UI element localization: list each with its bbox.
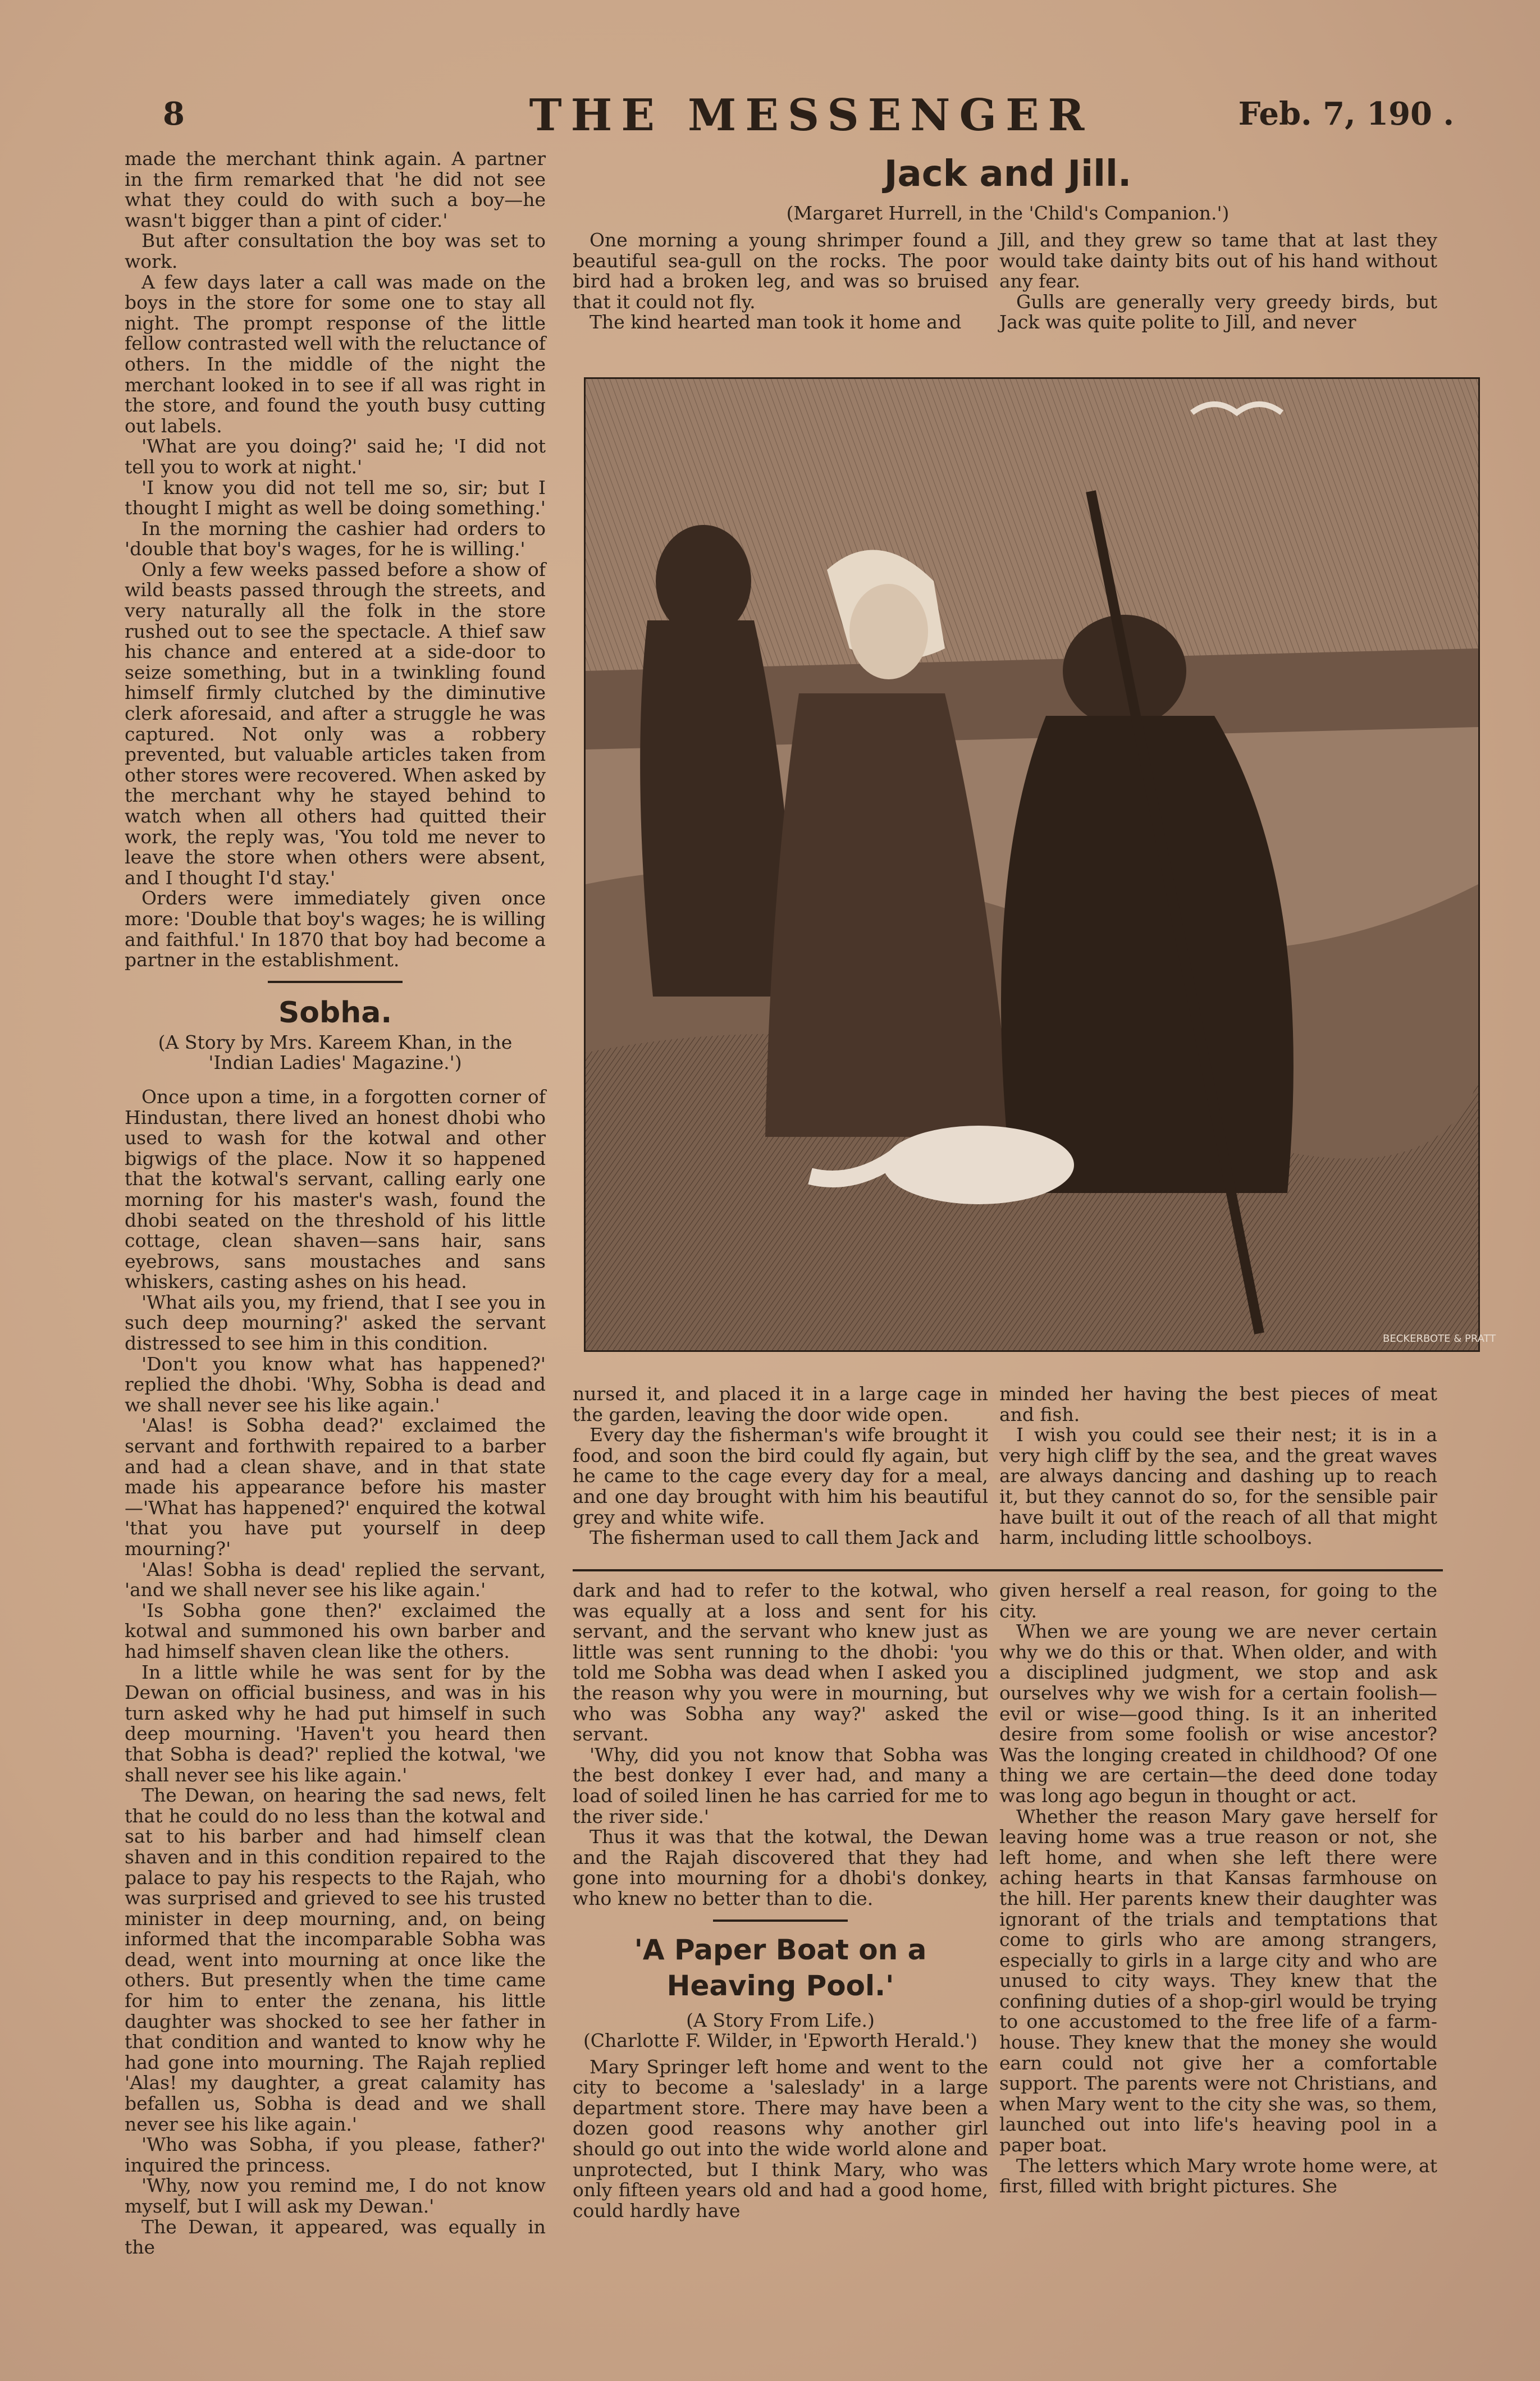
paper-boat-paragraph: given herself a real reason, for going to the city. xyxy=(999,1579,1437,1622)
page-header xyxy=(157,90,1465,152)
sobha-paragraph: 'What ails you, my friend, that I see you in such deep mourning?' asked the servant distressed to see him in this condition. xyxy=(125,1291,546,1355)
sobha-paragraph: 'Why, now you remind me, I do not know myself, but I will ask my Dewan.' xyxy=(125,2174,546,2217)
engraver-signature: BECKERBOTE & PRATT xyxy=(1383,1333,1496,1345)
sobha-title: Sobha. xyxy=(278,995,392,1030)
jack-and-jill-byline: (Margaret Hurrell, in the 'Child's Companion.') xyxy=(786,202,1230,224)
merchant-paragraph: A few days later a call was made on the boys in the store for some one to stay all night. The prompt response of the little fellow contrasted well with the reluctance of others. In the middle of the night the merchant looked in to see if all was right in the store, and found the youth busy cutting out labels. xyxy=(125,271,546,437)
jack-paragraph: minded her having the best pieces of meat and fish. xyxy=(999,1383,1437,1425)
merchant-paragraph: In the morning the cashier had orders to 'double that boy's wages, for he is willing.' xyxy=(125,517,546,560)
merchant-paragraph: But after consultation the boy was set to work. xyxy=(125,230,546,272)
jack-paragraph: The kind hearted man took it home and xyxy=(590,311,962,333)
merchant-paragraph: 'I know you did not tell me so, sir; but I thought I might as well be doing something.' xyxy=(125,476,546,519)
jack-paragraph: Jill, and they grew so tame that at last they would take dainty bits out of his hand without any fear. xyxy=(999,229,1437,293)
jack-column-right-top xyxy=(999,230,1437,345)
column-middle-lower xyxy=(573,1580,988,2321)
column-left xyxy=(125,149,546,2316)
sobha-paragraph: 'Why, did you not know that Sobha was the best donkey I ever had, and many a load of soiled linen he has carried for me to the river side.' xyxy=(573,1743,988,1827)
sobha-paragraph: The Dewan, it appeared, was equally in the xyxy=(125,2215,546,2259)
paper-boat-paragraph: The letters which Mary wrote home were, at first, filled with bright pictures. She xyxy=(999,2154,1437,2197)
section-divider xyxy=(713,1920,848,1922)
engraving-svg xyxy=(586,379,1496,1350)
sobha-paragraph: Once upon a time, in a forgotten corner of Hindustan, there lived an honest dhobi who used to wash for the kotwal and other bigwigs of the place. Now it so happened that the kotwal's servant, calling early one morning for his master's wash, found the dhobi seated on the threshold of his little cottage, clean shaven—sans hair, sans eyebrows, sans moustaches and sans whiskers, casting ashes on his head. xyxy=(125,1085,546,1293)
jack-paragraph: nursed it, and placed it in a large cage in the garden, leaving the door wide open. xyxy=(573,1383,988,1425)
sobha-paragraph: Thus it was that the kotwal, the Dewan and the Rajah discovered that they had gone into mourning for a dhobi's donkey, who knew no better than to die. xyxy=(573,1826,988,1909)
sobha-paragraph: 'Alas! is Sobha dead?' exclaimed the servant and forthwith repaired to a barber and had a clean shave, and in that state made his appearance before his master—'What has happened?' enquired the kotwal 'that you have put yourself in deep mourning?' xyxy=(125,1414,546,1560)
paper-boat-byline: (Charlotte F. Wilder, in 'Epworth Herald.') xyxy=(583,2030,978,2052)
column-right-lower xyxy=(999,1580,1437,2321)
merchant-paragraph: Only a few weeks passed before a show of wild beasts passed through the streets, and very naturally all the folk in the store rushed out to see the spectacle. A thief saw his chance and entered at a side-door to seize something, but in a twinkling found himself firmly clutched by the diminutive clerk aforesaid, and after a struggle he was captured. Not only was a robbery prevented, but valuable articles taken from other stores were recovered. When asked by the merchant why he stayed behind to watch when all others had quitted their work, the reply was, 'You told me never to leave the store when others were absent, and I thought I'd stay.' xyxy=(125,558,546,889)
sobha-paragraph: 'Is Sobha gone then?' exclaimed the kotwal and summoned his own barber and had himself shaven clean like the others. xyxy=(125,1599,546,1662)
paper-boat-paragraph: Mary Springer left home and went to the city to become a 'saleslady' in a large department store. There may have been a dozen good reasons why another girl should go out into the wide world alone and unprotected, but I think Mary, who was only fifteen years old and had a good home, could hardly have xyxy=(573,2055,988,2222)
jack-column-middle-top xyxy=(573,230,988,345)
page-number: 8 xyxy=(163,95,185,132)
sobha-paragraph: The Dewan, on hearing the sad news, felt that he could do no less than the kotwal and sat to his barber and had himself clean shaven and in this condition repaired to the palace to pay his respects to the Rajah, who was surprised and grieved to see his trusted minister in deep mourning, and, on being informed that the incomparable Sobha was dead, went into mourning at once like the others. But presently when the time came for him to enter the zenana, his little daughter was shocked to see her father in that condition and wanted to know why he had gone into mourning. The Rajah replied 'Alas! my daughter, a great calamity has befallen us, Sobha is dead and we shall never see his like again.' xyxy=(125,1784,546,2135)
issue-date: Feb. 7, 190 . xyxy=(1238,95,1454,132)
sobha-paragraph: In a little while he was sent for by the Dewan on official business, and was in his turn asked why he had put himself in such deep mourning. 'Haven't you heard then that Sobha is dead?' replied the kotwal, 'we shall never see his like again.' xyxy=(125,1661,546,1786)
paper-boat-title: 'A Paper Boat on a Heaving Pool.' xyxy=(634,1933,927,2002)
jack-column-middle-bottom xyxy=(573,1384,988,1564)
jack-paragraph: The fisherman used to call them Jack and xyxy=(590,1527,979,1549)
engraving-illustration xyxy=(584,377,1496,1352)
jack-paragraph: Gulls are generally very greedy birds, but Jack was quite polite to Jill, and never xyxy=(999,290,1437,333)
jack-paragraph: Every day the fisherman's wife brought it food, and soon the bird could fly again, but he came to the cage every day for a meal, and one day brought with him his beautiful grey and white wife. xyxy=(573,1424,988,1528)
paper-boat-subtitle: (A Story From Life.) xyxy=(686,2009,875,2031)
sobha-paragraph: 'Don't you know what has happened?' replied the dhobi. 'Why, Sobha is dead and we shall never see his like again.' xyxy=(125,1352,546,1416)
jack-paragraph: One morning a young shrimper found a beautiful sea-gull on the rocks. The poor bird had a broken leg, and was so bruised that it could not fly. xyxy=(573,229,988,313)
section-rule xyxy=(573,1569,1443,1571)
paper-boat-paragraph: Whether the reason Mary gave herself for leaving home was a true reason or not, she left home, and when she left there were aching hearts in that Kansas farmhouse on the hill. Her parents knew their daughter was ignorant of the trials and temptations that come to girls who are among strangers, especially to girls in a large city and who are unused to city ways. They knew that the confining duties of a shop-girl would be trying to one accustomed to the free life of a farm-house. They knew that the money she would earn could not give her a comfortable support. The parents were not Christians, and when Mary went to the city she was, so them, launched out into life's heaving pool in a paper boat. xyxy=(999,1805,1437,2156)
sobha-byline: (A Story by Mrs. Kareem Khan, in the 'Indian Ladies' Magazine.') xyxy=(158,1031,513,1074)
paper-boat-paragraph: When we are young we are never certain why we do this or that. When older, and with a disciplined judgment, we stop and ask ourselves why we wish for a certain foolish—evil or wise—good thing. Is it an inherited desire from some foolish or wise ancestor? Was the longing created in childhood? Of one thing we are certain—the deed done today was long ago begun in thought or act. xyxy=(999,1620,1437,1807)
section-divider xyxy=(268,981,403,983)
jack-column-right-bottom xyxy=(999,1384,1437,1564)
jack-and-jill-header xyxy=(573,149,1443,227)
merchant-paragraph: Orders were immediately given once more: 'Double that boy's wages; he is willing and faithful.' In 1870 that boy had become a partner in the establishment. xyxy=(125,887,546,971)
sobha-paragraph: 'Who was Sobha, if you please, father?' inquired the princess. xyxy=(125,2133,546,2176)
jack-and-jill-title: Jack and Jill. xyxy=(884,153,1132,195)
masthead: THE MESSENGER xyxy=(529,90,1094,141)
sobha-paragraph: dark and had to refer to the kotwal, who was equally at a loss and sent for his servant, and the servant who knew just as little was sent running to the dhobi: 'you told me Sobha was dead when I asked you the reason why you were in mourning, but who was Sobha any way?' asked the servant. xyxy=(573,1579,988,1745)
merchant-paragraph: made the merchant think again. A partner in the firm remarked that 'he did not see what they could do with such a boy—he wasn't bigger than a pint of cider.' xyxy=(125,148,546,231)
jack-paragraph: I wish you could see their nest; it is in a very high cliff by the sea, and the great waves are always dancing and dashing up to reach it, but they cannot do so, for the sensible pair have built it out of the reach of all that might harm, including little schoolboys. xyxy=(999,1424,1437,1549)
sobha-paragraph: 'Alas! Sobha is dead' replied the servant, 'and we shall never see his like again.' xyxy=(125,1558,546,1601)
merchant-paragraph: 'What are you doing?' said he; 'I did not tell you to work at night.' xyxy=(125,435,546,478)
